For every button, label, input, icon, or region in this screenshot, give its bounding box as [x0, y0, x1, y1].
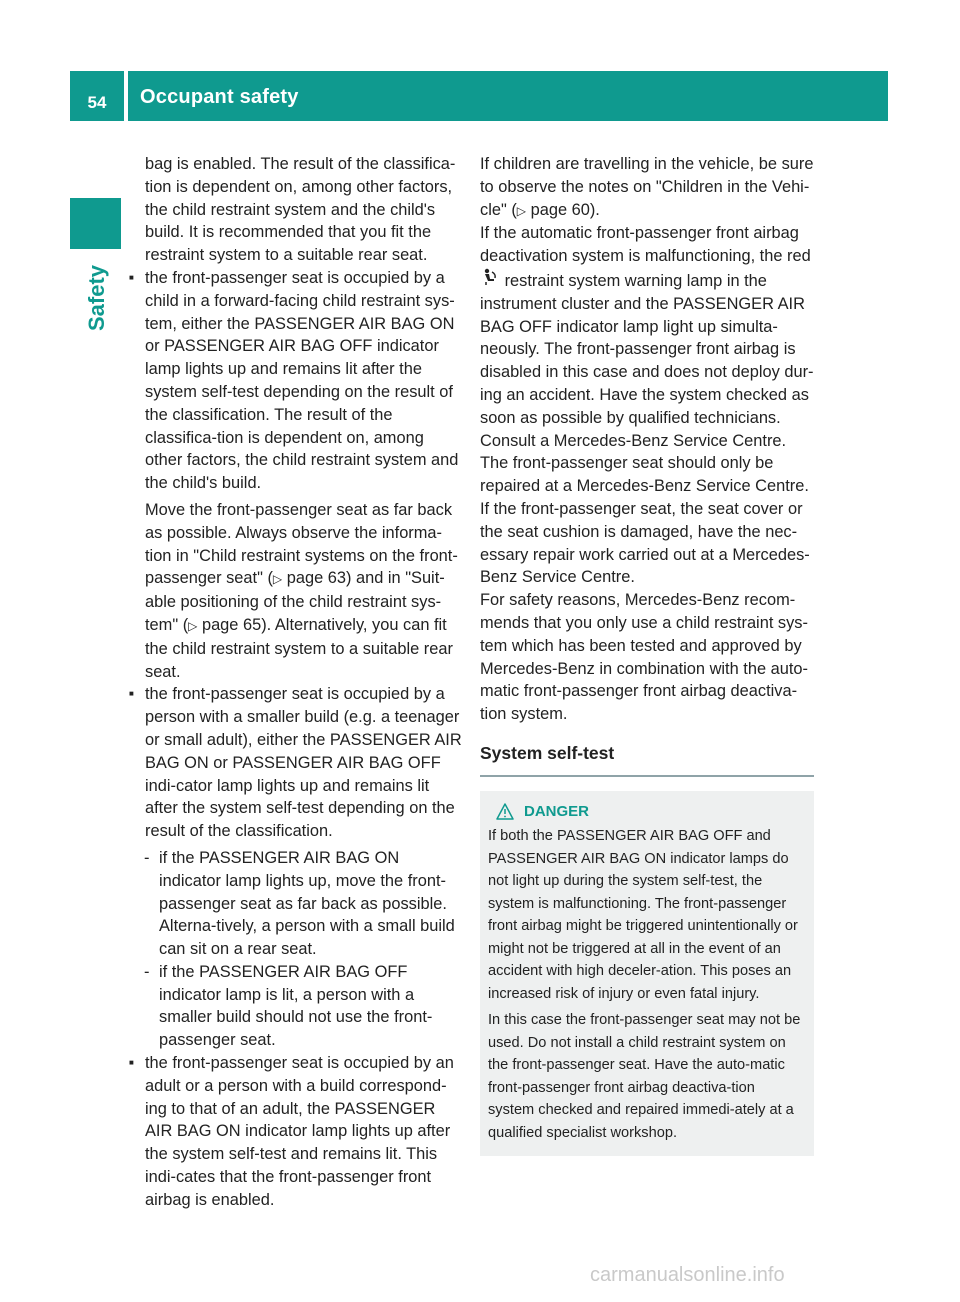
paragraph: Consult a Mercedes-Benz Service Centre. The front-passenger seat should only be repaired at a Mercedes-Benz Service Centre.: [480, 431, 809, 496]
bullet-list: [128, 267, 462, 1212]
reference-arrow-icon: ▷: [516, 203, 527, 218]
warning-triangle-icon: [496, 803, 514, 820]
danger-paragraph: If both the PASSENGER AIR BAG OFF and PASSENGER AIR BAG ON indicator lamps do not light up during the system self-test, the system is malfunctioning. The front-passenger front airbag might be triggered unintentionally or might not be triggered at all in the event of an accident with high deceler-ation. This poses an increased risk of injury or even fatal injury.: [488, 828, 798, 1002]
reference-arrow-icon: ▷: [188, 618, 198, 633]
danger-paragraph: In this case the front-passenger seat may not be used. Do not install a child restraint system on the front-passenger seat. Have the auto-matic front-passenger front airbag deactiva-tion system checked and repaired immedi-ately at a qualified specialist workshop.: [488, 1012, 801, 1141]
header-divider: [124, 71, 128, 121]
paragraph: If the front-passenger seat, the seat cover or the seat cushion is damaged, have the nec-essary repair work carried out at a Mercedes-Benz Service Centre.: [480, 499, 810, 587]
list-item: ■ the front-passenger seat is occupied by a person with a smaller build (e.g. a teenager or small adult), either the PASSENGER AIR BAG ON or PASSENGER AIR BAG OFF indi-cator lamp lights up and remains lit after the system self-test depending on the result of the classification. - if the PASSENGER AIR BAG ON indicator lamp lights up, move the front-passenger seat as far back as possible. Alterna-tively, a person with a small build can sit on a rear seat. - if the PASSENGER AIR BAG OFF indicator lamp is lit, a person with a smaller build should not use the front-passenger seat.: [128, 683, 462, 1052]
page-number: 54: [87, 93, 107, 112]
sub-list-item: - if the PASSENGER AIR BAG OFF indicator lamp is lit, a person with a smaller build should not use the front-passenger seat.: [128, 961, 462, 1052]
page-title: Occupant safety: [140, 86, 299, 108]
paragraph: If the automatic front-passenger front airbag deactivation system is malfunctioning, the red restraint system warning lamp in the instrument cluster and the PASSENGER AIR BAG OFF indicator lamp light up simulta-neously. The front-passenger front airbag is disabled in this case and does not deploy dur-ing an accident. Have the system checked as soon as possible by qualified technicians.: [480, 224, 814, 427]
reference-arrow-icon: ▷: [272, 572, 283, 587]
sub-list-item: - if the PASSENGER AIR BAG ON indicator lamp lights up, move the front-passenger seat as far back as possible. Alterna-tively, a person with a small build can sit on a rear seat.: [128, 847, 462, 961]
paragraph: For safety reasons, Mercedes-Benz recom-mends that you only use a child restraint sys-tem which has been tested and approved by Mercedes-Benz in combination with the auto-matic front-passenger front airbag deactiva-tion system.: [480, 591, 808, 724]
sub-list: [128, 847, 462, 1052]
section-tab-block: [70, 198, 121, 249]
danger-box: [480, 791, 814, 1157]
watermark: carmanualsonline.info: [590, 1264, 785, 1286]
list-item-note: Move the front-passenger seat as far back as possible. Always observe the informa-tion in "Child restraint systems on the front-passenger seat" (▷ page 63) and in "Suit-able positioning of the child restraint sys-tem" (▷ page 65). Alternatively, you can fit the child restraint system to a suitable rear seat.: [145, 500, 458, 681]
list-item: ■ the front-passenger seat is occupied by an adult or a person with a build correspond-ing to that of an adult, the PASSENGER AIR BAG ON indicator lamp lights up after the system self-test and remains lit. This indi-cates that the front-passenger front airbag is enabled.: [128, 1052, 462, 1212]
right-column: [480, 153, 814, 1156]
restraint-system-warning-icon: [480, 268, 500, 293]
paragraph: If children are travelling in the vehicle, be sure to observe the notes on "Children in the Vehi-cle" (▷ page 60).: [480, 155, 814, 219]
section-heading: System self-test: [480, 742, 814, 777]
list-item: ■ the front-passenger seat is occupied by a child in a forward-facing child restraint sys-tem, either the PASSENGER AIR BAG ON or PASSENGER AIR BAG OFF indicator lamp lights up and remains lit after the system self-test depending on the result of the classification. The result of the classifica-tion is dependent on, among other factors, the child restraint system and the child's build. Move the front-passenger seat as far back as possible. Always observe the informa-tion in "Child restraint systems on the front-passenger seat" (▷ page 63) and in "Suit-able positioning of the child restraint sys-tem" (▷ page 65). Alternatively, you can fit the child restraint system to a suitable rear seat.: [128, 267, 462, 683]
left-column: [128, 153, 462, 1212]
page-reference[interactable]: page 63: [286, 569, 346, 588]
intro-paragraph: bag is enabled. The result of the classifica-tion is dependent on, among other factors, the child restraint system and the child's build. It is recommended that you fit the restraint system to a suitable rear seat.: [145, 155, 456, 265]
page-reference[interactable]: page 65: [201, 615, 262, 634]
page-reference[interactable]: page 60: [530, 200, 590, 219]
section-tab-label: Safety: [84, 264, 110, 332]
danger-title: DANGER: [488, 801, 802, 824]
